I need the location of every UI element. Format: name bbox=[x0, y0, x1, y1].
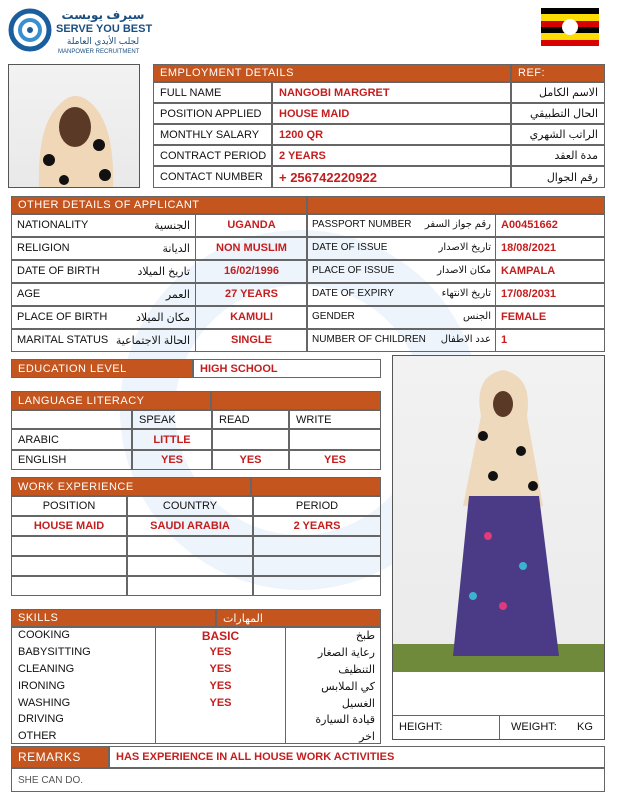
table-row bbox=[11, 536, 127, 556]
language-english-label: ENGLISH bbox=[11, 450, 132, 470]
date-of-expiry-arabic: تاريخ الانتهاء bbox=[441, 288, 491, 299]
number-of-children-arabic: عدد الاطفال bbox=[440, 334, 491, 345]
english-speak-value: YES bbox=[132, 450, 212, 470]
skills-arabic-header: المهارات bbox=[216, 609, 381, 627]
weight-label: WEIGHT: bbox=[511, 721, 557, 733]
religion-label: RELIGION bbox=[17, 242, 70, 254]
contact-number-label: CONTACT NUMBER bbox=[153, 166, 272, 188]
passport-number-label: PASSPORT NUMBER bbox=[312, 219, 412, 230]
passport-number-arabic: رقم جواز السفر bbox=[424, 219, 491, 230]
cooking-arabic: طبخ bbox=[355, 630, 375, 642]
place-of-issue-label: PLACE OF ISSUE bbox=[312, 265, 395, 276]
place-of-birth-label: PLACE OF BIRTH bbox=[17, 311, 108, 323]
other-label: OTHER bbox=[18, 730, 57, 742]
contract-period-label: CONTRACT PERIOD bbox=[153, 145, 272, 166]
driving-label: DRIVING bbox=[18, 713, 64, 725]
arabic-speak-value: LITTLE bbox=[132, 429, 212, 450]
applicant-full-body-photo bbox=[392, 355, 605, 740]
cleaning-value: YES bbox=[209, 663, 232, 675]
place-of-birth-arabic: مكان الميلاد bbox=[135, 312, 190, 324]
monthly-salary-arabic: الراتب الشهري bbox=[511, 124, 605, 145]
date-of-expiry-label: DATE OF EXPIRY bbox=[312, 288, 394, 299]
driving-arabic: قيادة السيارة bbox=[315, 714, 375, 726]
number-of-children-label: NUMBER OF CHILDREN bbox=[312, 334, 426, 345]
speak-column-header: SPEAK bbox=[132, 410, 212, 429]
number-of-children-value: 1 bbox=[501, 334, 508, 346]
washing-arabic: الغسيل bbox=[341, 698, 375, 710]
babysitting-value: YES bbox=[209, 646, 232, 658]
cooking-label: COOKING bbox=[18, 629, 70, 641]
place-of-issue-arabic: مكان الاصدار bbox=[437, 265, 491, 276]
table-row bbox=[11, 576, 127, 596]
other-arabic: اخر bbox=[359, 731, 375, 743]
date-of-birth-label: DATE OF BIRTH bbox=[17, 265, 100, 277]
marital-status-arabic: الحالة الاجتماعية bbox=[115, 335, 190, 347]
date-of-birth-value: 16/02/1996 bbox=[223, 265, 280, 277]
full-name-label: FULL NAME bbox=[153, 82, 272, 103]
nationality-arabic: الجنسية bbox=[154, 220, 190, 232]
arabic-write-value bbox=[289, 429, 381, 450]
brand-tagline: MANPOWER RECRUITMENT bbox=[58, 49, 140, 55]
full-name-value: NANGOBI MARGRET bbox=[272, 82, 511, 103]
english-write-value: YES bbox=[289, 450, 381, 470]
brand-logo bbox=[8, 8, 158, 58]
height-label: HEIGHT: bbox=[399, 721, 443, 733]
cleaning-arabic: التنظيف bbox=[338, 664, 375, 676]
work-position-value: HOUSE MAID bbox=[11, 516, 127, 536]
position-column-header: POSITION bbox=[11, 496, 127, 516]
washing-label: WASHING bbox=[18, 697, 71, 709]
gender-label: GENDER bbox=[312, 311, 355, 322]
ironing-label: IRONING bbox=[18, 680, 66, 692]
date-of-issue-value: 18/08/2021 bbox=[501, 242, 557, 254]
age-value: 27 YEARS bbox=[225, 288, 278, 300]
table-row bbox=[11, 556, 127, 576]
logo-mark-icon bbox=[8, 8, 52, 52]
place-of-issue-value: KAMPALA bbox=[501, 265, 556, 277]
english-read-value: YES bbox=[212, 450, 289, 470]
language-arabic-label: ARABIC bbox=[11, 429, 132, 450]
contact-number-arabic: رقم الجوال bbox=[511, 166, 605, 188]
contact-number-value: + 256742220922 bbox=[272, 166, 511, 188]
monthly-salary-value: 1200 QR bbox=[272, 124, 511, 145]
work-period-value: 2 YEARS bbox=[253, 516, 381, 536]
applicant-portrait-photo bbox=[8, 64, 140, 188]
ironing-arabic: كي الملابس bbox=[321, 681, 375, 693]
contract-period-arabic: مدة العقد bbox=[511, 145, 605, 166]
position-applied-arabic: الحال التطبيقي bbox=[511, 103, 605, 124]
date-of-issue-label: DATE OF ISSUE bbox=[312, 242, 388, 253]
marital-status-label: MARITAL STATUS bbox=[17, 334, 109, 346]
remarks-note: SHE CAN DO. bbox=[11, 768, 605, 792]
date-of-expiry-value: 17/08/2031 bbox=[501, 288, 557, 300]
employment-details-header: EMPLOYMENT DETAILS bbox=[153, 64, 511, 82]
weight-unit: KG bbox=[577, 721, 593, 733]
gender-arabic: الجنس bbox=[462, 311, 491, 322]
date-of-issue-arabic: تاريخ الاصدار bbox=[438, 242, 491, 253]
nationality-label: NATIONALITY bbox=[17, 219, 89, 231]
cooking-value: BASIC bbox=[201, 629, 240, 643]
education-level-header: EDUCATION LEVEL bbox=[11, 359, 193, 378]
arabic-read-value bbox=[212, 429, 289, 450]
marital-status-value: SINGLE bbox=[231, 334, 272, 346]
remarks-value: HAS EXPERIENCE IN ALL HOUSE WORK ACTIVITIES bbox=[109, 746, 605, 768]
position-applied-value: HOUSE MAID bbox=[272, 103, 511, 124]
place-of-birth-value: KAMULI bbox=[230, 311, 273, 323]
uganda-flag-icon bbox=[541, 8, 599, 46]
washing-value: YES bbox=[209, 697, 232, 709]
age-arabic: العمر bbox=[165, 289, 190, 301]
write-column-header: WRITE bbox=[289, 410, 381, 429]
nationality-value: UGANDA bbox=[227, 219, 276, 231]
babysitting-arabic: رعاية الصغار bbox=[317, 647, 375, 659]
cleaning-label: CLEANING bbox=[18, 663, 75, 675]
work-country-value: SAUDI ARABIA bbox=[127, 516, 253, 536]
brand-arabic-tagline: لجلب الأيدي العاملة bbox=[66, 36, 140, 46]
monthly-salary-label: MONTHLY SALARY bbox=[153, 124, 272, 145]
age-label: AGE bbox=[17, 288, 41, 300]
other-details-header: OTHER DETAILS OF APPLICANT bbox=[11, 196, 307, 214]
remarks-header: REMARKS bbox=[11, 746, 109, 768]
period-column-header: PERIOD bbox=[253, 496, 381, 516]
work-experience-header: WORK EXPERIENCE bbox=[11, 477, 251, 496]
skills-header: SKILLS bbox=[11, 609, 216, 627]
brand-arabic-name: سيرف يوبست bbox=[61, 8, 145, 22]
other-details-header-extension bbox=[307, 196, 605, 214]
brand-english-name: SERVE YOU BEST bbox=[56, 23, 153, 35]
language-literacy-header: LANGUAGE LITERACY bbox=[11, 391, 211, 410]
religion-arabic: الديانة bbox=[162, 243, 190, 255]
contract-period-value: 2 YEARS bbox=[272, 145, 511, 166]
gender-value: FEMALE bbox=[501, 311, 547, 323]
ref-label: REF: bbox=[511, 64, 605, 82]
passport-number-value: A00451662 bbox=[501, 219, 558, 231]
read-column-header: READ bbox=[212, 410, 289, 429]
position-applied-label: POSITION APPLIED bbox=[153, 103, 272, 124]
education-level-value: HIGH SCHOOL bbox=[193, 359, 381, 378]
country-column-header: COUNTRY bbox=[127, 496, 253, 516]
religion-value: NON MUSLIM bbox=[216, 242, 287, 254]
babysitting-label: BABYSITTING bbox=[18, 646, 91, 658]
ironing-value: YES bbox=[209, 680, 232, 692]
full-name-arabic: الاسم الكامل bbox=[511, 82, 605, 103]
date-of-birth-arabic: تاريخ الميلاد bbox=[137, 266, 190, 278]
